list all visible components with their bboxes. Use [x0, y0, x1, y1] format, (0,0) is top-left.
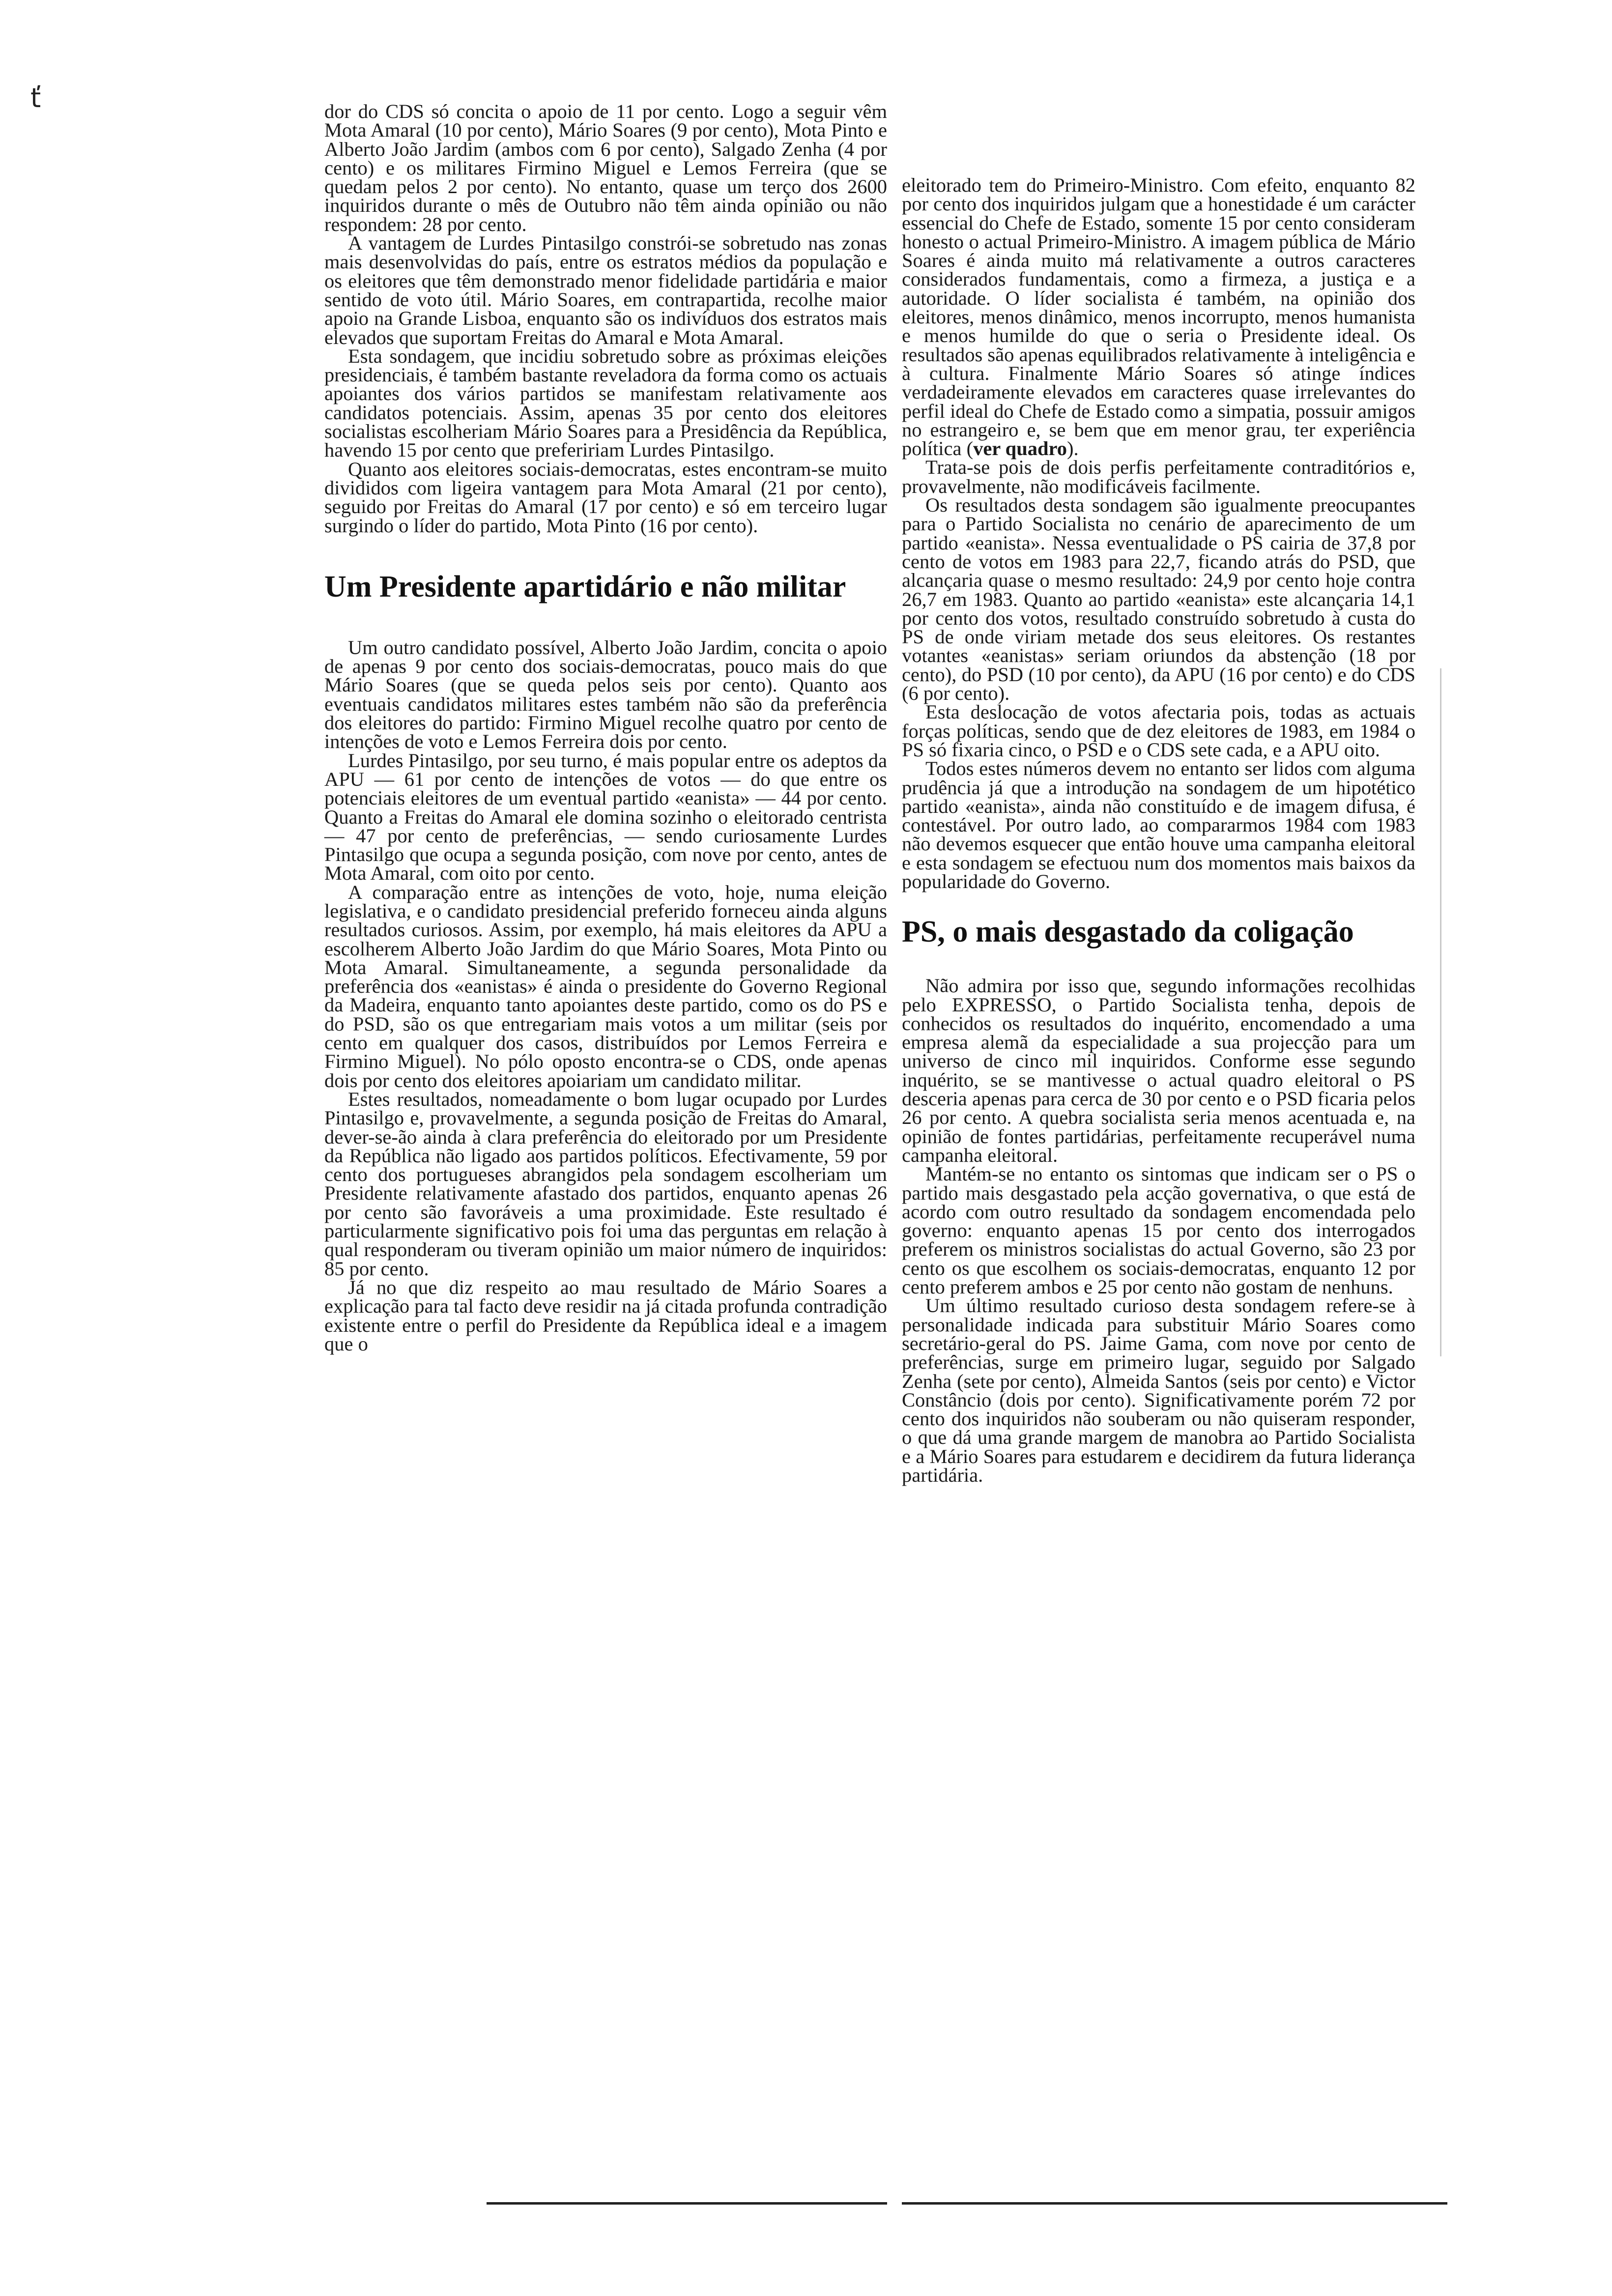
- article-paragraph: Já no que diz respeito ao mau resultado de Mário Soares a explicação para tal facto deve residir na já citada profunda contradição existente entre o perfil do Presidente da República ideal e a imagem que o: [324, 1276, 887, 1355]
- page-corner-mark: ť: [30, 83, 41, 114]
- article-paragraph: Esta sondagem, que incidiu sobretudo sobre as próximas eleições presidenciais, é também bastante reveladora da forma como os actuais apoiantes dos vários partidos se manifestam relativamente aos candidatos potenciais. Assim, apenas 35 por cento dos eleitores socialistas escolheriam Mário Soares para a Presidência da República, havendo 15 por cento que prefeririam Lurdes Pintasilgo.: [324, 344, 887, 461]
- article-text: eleitorado tem do Primeiro-Ministro. Com efeito, enquanto 82 por cento dos inquiridos julgam que a honestidade é um carácter essencial do Chefe de Estado, somente 15 por cento consideram honesto o actual Primeiro-Ministro. A imagem pública de Mário Soares é ainda muito má relativamente a outros caracteres considerados fundamentais, como a firmeza, a justiça e a autoridade. O líder socialista é também, na opinião dos eleitores, menos dinâmico, menos incorrupto, menos humanista e menos humilde do que o seria o Presidente ideal. Os resultados são apenas equilibrados relativamente à inteligência e à cultura. Finalmente Mário Soares só atinge índices verdadeiramente elevados em caracteres quase irrelevantes do perfil ideal do Chefe de Estado como a simpatia, possuir amigos no estrangeiro e, se bem que em menor grau, ter experiência política (: [902, 174, 1415, 460]
- article-paragraph: A comparação entre as intenções de voto, hoje, numa eleição legislativa, e o candidato presidencial preferido forneceu ainda alguns resultados curiosos. Assim, por exemplo, há mais eleitores da APU a escolherem Alberto João Jardim do que Mário Soares, Mota Pinto ou Mota Amaral. Simultaneamente, a segunda personalidade da preferência dos «eanistas» é ainda o presidente do Governo Regional da Madeira, enquanto tanto apoiantes deste partido, como os do PS e do PSD, são os que entregariam mais votos a um militar (seis por cento em qualquer dos casos, distribuídos por Lemos Ferreira e Firmino Miguel). No pólo oposto encontra-se o CDS, onde apenas dois por cento dos eleitores apoiariam um candidato militar.: [324, 881, 887, 1091]
- article-text: ).: [1067, 437, 1079, 460]
- article-paragraph: [902, 176, 1415, 458]
- right-column: [902, 176, 1415, 1485]
- article-paragraph: Um outro candidato possível, Alberto João Jardim, concita o apoio de apenas 9 por cento dos sociais-democratas, pouco mais do que Mário Soares (que se queda pelos seis por cento). Quanto aos eventuais candidatos militares estes também não são da preferência dos eleitores do partido: Firmino Miguel recolhe quatro por cento de intenções de voto e Lemos Ferreira dois por cento.: [324, 636, 887, 753]
- article-paragraph: Esta deslocação de votos afectaria pois, todas as actuais forças políticas, sendo que de dez eleitores de 1983, em 1984 o PS só fixaria cinco, o PSD e o CDS sete cada, e a APU oito.: [902, 701, 1415, 761]
- article-paragraph: Não admira por isso que, segundo informações recolhidas pelo EXPRESSO, o Partido Socialista tenha, depois de conhecidos os resultados do inquérito, encomendado a uma empresa alemã da especialidade a sua projecção para um universo de cinco mil inquiridos. Conforme esse segundo inquérito, se se mantivesse o actual quadro eleitoral o PS desceria apenas para cerca de 30 por cento e o PSD ficaria pelos 26 por cento. A quebra socialista seria menos acentuada e, na opinião de fontes partidárias, perfeitamente recuperável numa campanha eleitoral.: [902, 975, 1415, 1166]
- article-paragraph: Um último resultado curioso desta sondagem refere-se à personalidade indicada para substituir Mário Soares como secretário-geral do PS. Jaime Gama, com nove por cento de preferências, surge em primeiro lugar, seguido por Salgado Zenha (sete por cento), Almeida Santos (seis por cento) e Victor Constâncio (dois por cento). Significativamente porém 72 por cento dos inquiridos não souberam ou não quiseram responder, o que dá uma grande margem de manobra ao Partido Socialista e a Mário Soares para estudarem e decidirem da futura liderança partidária.: [902, 1294, 1415, 1486]
- article-paragraph: dor do CDS só concita o apoio de 11 por cento. Logo a seguir vêm Mota Amaral (10 por cento), Mário Soares (9 por cento), Mota Pinto e Alberto João Jardim (ambos com 6 por cento), Salgado Zenha (4 por cento) e os militares Firmino Miguel e Lemos Ferreira (que se quedam pelos 2 por cento). No entanto, quase um terço dos 2600 inquiridos durante o mês de Outubro não têm ainda opinião ou não respondem: 28 por cento.: [324, 100, 887, 235]
- article-paragraph: Trata-se pois de dois perfis perfeitamente contraditórios e, provavelmente, não modificáveis facilmente.: [902, 456, 1415, 497]
- section-heading-ps: PS, o mais desgastado da coligação: [902, 915, 1354, 949]
- article-paragraph: Quanto aos eleitores sociais-democratas, estes encontram-se muito divididos com ligeira vantagem para Mota Amaral (21 por cento), seguido por Freitas do Amaral (17 por cento) e só em terceiro lugar surgindo o líder do partido, Mota Pinto (16 por cento).: [324, 458, 887, 537]
- article-paragraph: A vantagem de Lurdes Pintasilgo constrói-se sobretudo nas zonas mais desenvolvidas do país, entre os estratos médios da população e os eleitores que têm demonstrado menor fidelidade partidária e maior sentido de voto útil. Mário Soares, em contrapartida, recolhe maior apoio na Grande Lisboa, enquanto são os indivíduos dos estratos mais elevados que suportam Freitas do Amaral e Mota Amaral.: [324, 232, 887, 348]
- article-paragraph: Todos estes números devem no entanto ser lidos com alguma prudência já que a introdução na sondagem de um hipotético partido «eanista», ainda não constituído e de imagem difusa, é contestável. Por outro lado, ao compararmos 1984 com 1983 não devemos esquecer que então houve uma campanha eleitoral e esta sondagem se efectuou num dos momentos mais baixos da popularidade do Governo.: [902, 757, 1415, 892]
- bottom-rule-left: [487, 2202, 887, 2205]
- margin-scan-line: [1440, 668, 1441, 1356]
- article-paragraph: Lurdes Pintasilgo, por seu turno, é mais popular entre os adeptos da APU — 61 por cento de intenções de votos — do que entre os potenciais eleitores de um eventual partido «eanista» — 44 por cento. Quanto a Freitas do Amaral ele domina sozinho o eleitorado centrista — 47 por cento de preferências, — sendo curiosamente Lurdes Pintasilgo que ocupa a segunda posição, com nove por cento, antes de Mota Amaral, com oito por cento.: [324, 749, 887, 885]
- article-paragraph: Os resultados desta sondagem são igualmente preocupantes para o Partido Socialista no cenário de aparecimento de um partido «eanista». Nessa eventualidade o PS cairia de 37,8 por cento de votos em 1983 para 22,7, ficando atrás do PSD, que alcançaria quase o mesmo resultado: 24,9 por cento hoje contra 26,7 em 1983. Quanto ao partido «eanista» este alcançaria 14,1 por cento dos votos, resultado construído sobretudo à custa do PS de onde viriam metade dos seus eleitores. Os restantes votantes «eanistas» seriam oriundos da abstenção (18 por cento), do PSD (10 por cento), da APU (16 por cento) e do CDS (6 por cento).: [902, 494, 1415, 705]
- left-column: [324, 102, 887, 1353]
- article-paragraph: Mantém-se no entanto os sintomas que indicam ser o PS o partido mais desgastado pela acção governativa, o que está de acordo com outro resultado da sondagem encomendada pelo governo: enquanto apenas 15 por cento dos interrogados preferem os ministros socialistas do actual Governo, são 23 por cento os que escolhem os sociais-democratas, enquanto 12 por cento preferem ambos e 25 por cento não gostam de nenhuns.: [902, 1163, 1415, 1298]
- article-paragraph: Estes resultados, nomeadamente o bom lugar ocupado por Lurdes Pintasilgo e, provavelmente, a segunda posição de Freitas do Amaral, dever-se-ão ainda à clara preferência do eleitorado por um Presidente da República não ligado aos partidos políticos. Efectivamente, 59 por cento dos portugueses abrangidos pela sondagem escolheriam um Presidente relativamente afastado dos partidos, enquanto apenas 26 por cento são favoráveis a uma proximidade. Este resultado é particularmente significativo pois foi uma das perguntas em relação à qual responderam ou tiveram opinião um maior número de inquiridos: 85 por cento.: [324, 1088, 887, 1280]
- section-heading-presidente: Um Presidente apartidário e não militar: [324, 570, 846, 603]
- bottom-rule-right: [902, 2202, 1447, 2205]
- ver-quadro-reference: ver quadro: [973, 437, 1067, 460]
